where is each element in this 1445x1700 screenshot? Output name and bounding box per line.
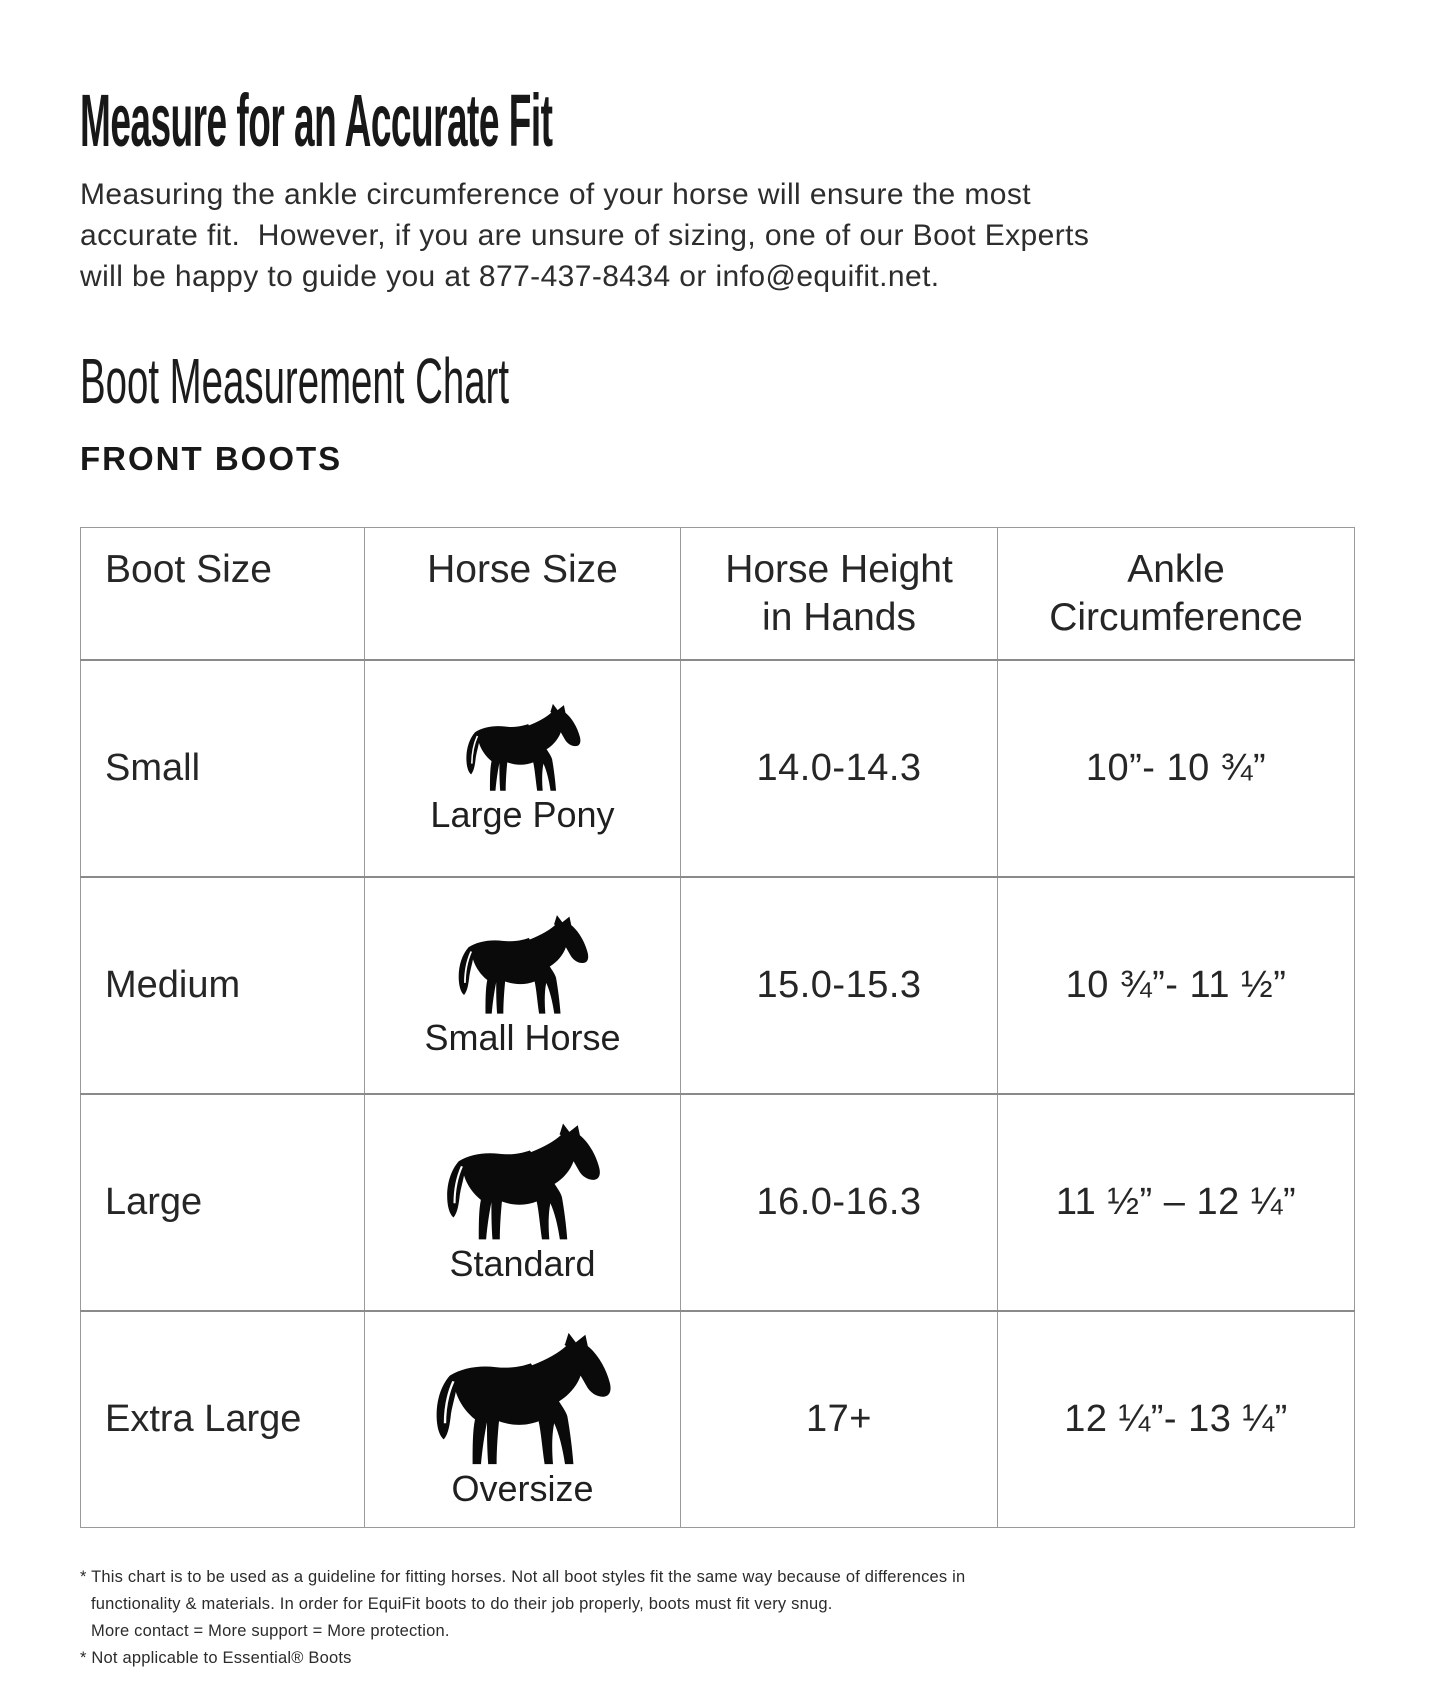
horse-height-cell: 14.0-14.3 [681, 660, 998, 877]
horse-icon [464, 702, 582, 792]
boot-size-cell: Large [81, 1094, 365, 1311]
header-horse-height [681, 528, 998, 661]
boot-size-cell: Medium [81, 877, 365, 1094]
boot-size-cell: Extra Large [81, 1311, 365, 1528]
header-boot-size [81, 528, 365, 661]
header-label-line-2: Circumference [1049, 596, 1303, 639]
footnotes [80, 1564, 1365, 1672]
horse-height-cell: 17+ [681, 1311, 998, 1528]
intro-line-1: Measuring the ankle circumference of your horse will ensure the most [80, 178, 1031, 211]
header-label-line-1: Horse Height [725, 548, 953, 591]
ankle-circumference-cell: 11 ½” – 12 ¼” [998, 1094, 1355, 1311]
horse-icon [444, 1121, 602, 1241]
footnote-line-4: * Not applicable to Essential® Boots [80, 1649, 352, 1667]
horse-size-cell [365, 660, 681, 877]
horse-icon [433, 1330, 613, 1466]
horse-size-cell [365, 877, 681, 1094]
intro-line-3: will be happy to guide you at 877-437-8434 or info@equifit.net. [80, 260, 940, 293]
boot-measurement-table [80, 527, 1355, 1528]
table-row-medium [81, 877, 1355, 1094]
footnote-line-1: * This chart is to be used as a guideline for fitting horses. Not all boot styles fit the same way because of differences in [80, 1568, 966, 1586]
table-row-large [81, 1094, 1355, 1311]
ankle-circumference-cell: 12 ¼”- 13 ¼” [998, 1311, 1355, 1528]
intro-paragraph [80, 174, 1365, 297]
header-ankle-circumference [998, 528, 1355, 661]
header-label: Horse Size [427, 548, 618, 591]
horse-size-label: Small Horse [424, 1016, 621, 1058]
header-label-line-2: in Hands [762, 596, 916, 639]
footnote-line-2: functionality & materials. In order for EquiFit boots to do their job properly, boots must fit very snug. [91, 1595, 833, 1613]
header-horse-size [365, 528, 681, 661]
table-row-small [81, 660, 1355, 877]
boot-size-cell: Small [81, 660, 365, 877]
header-label-line-1: Ankle [1127, 548, 1225, 591]
section-title: Boot Measurement Chart [80, 345, 510, 417]
intro-line-2: accurate fit. However, if you are unsure of sizing, one of our Boot Experts [80, 219, 1090, 252]
horse-icon [456, 913, 590, 1015]
horse-size-label: Standard [449, 1242, 596, 1284]
horse-height-cell: 15.0-15.3 [681, 877, 998, 1094]
ankle-circumference-cell: 10”- 10 ¾” [998, 660, 1355, 877]
horse-size-label: Oversize [451, 1467, 594, 1509]
footnote-line-3: More contact = More support = More protection. [91, 1622, 450, 1640]
horse-size-cell [365, 1094, 681, 1311]
page-title: Measure for an Accurate Fit [80, 79, 553, 162]
horse-height-cell: 16.0-16.3 [681, 1094, 998, 1311]
ankle-circumference-cell: 10 ¾”- 11 ½” [998, 877, 1355, 1094]
horse-size-label: Large Pony [430, 793, 615, 835]
table-header-row [81, 528, 1355, 661]
table-caption-front-boots: FRONT BOOTS [80, 440, 343, 477]
header-label: Boot Size [105, 548, 272, 591]
table-row-extra-large [81, 1311, 1355, 1528]
horse-size-cell [365, 1311, 681, 1528]
